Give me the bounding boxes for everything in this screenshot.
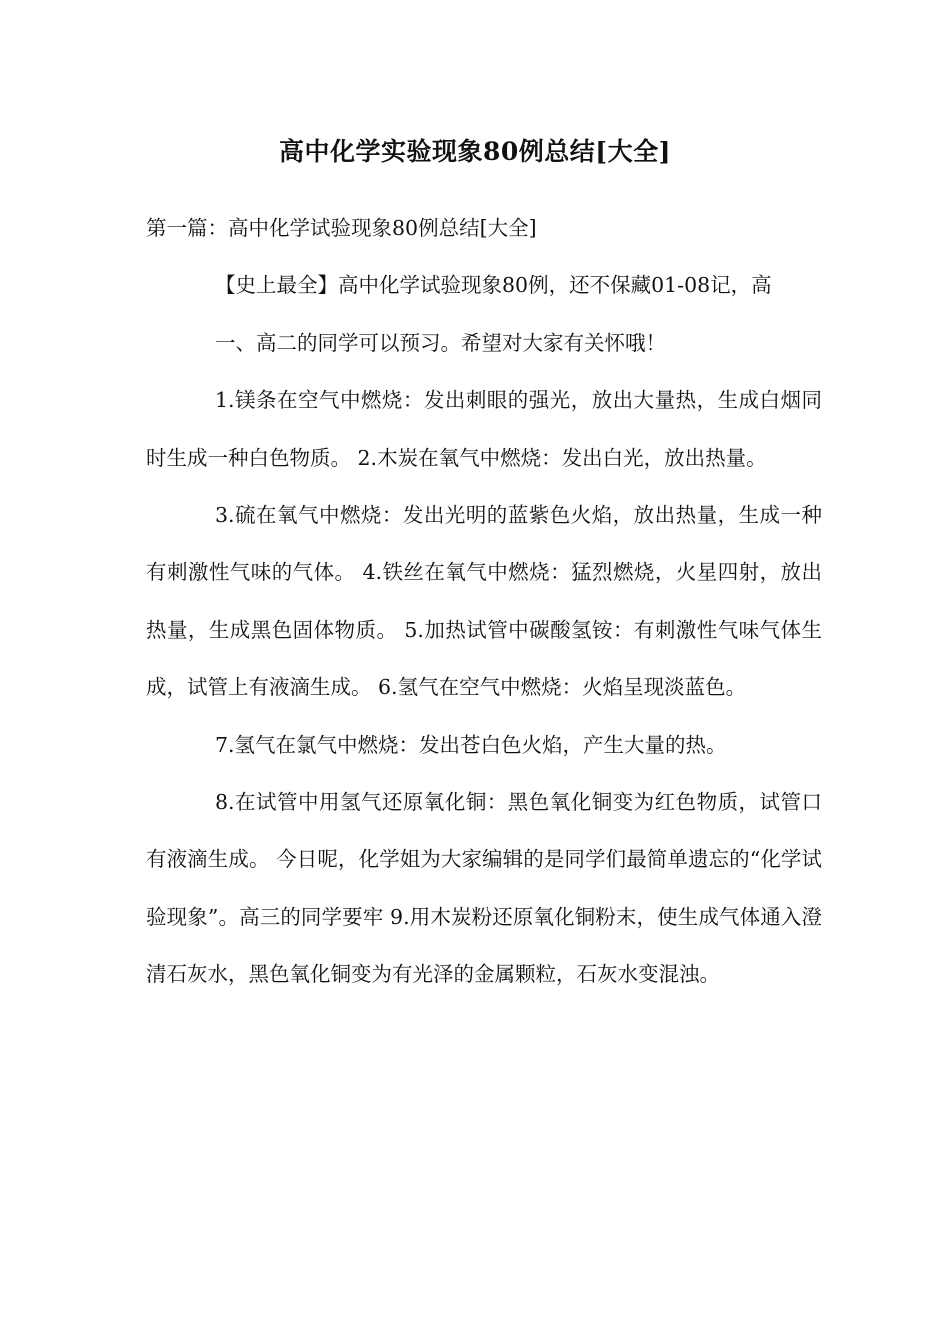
paragraph-1: 第一篇：高中化学试验现象80例总结[大全] [146, 216, 537, 240]
paragraph-7: 8.在试管中用氢气还原氧化铜：黑色氧化铜变为红色物质，试管口有液滴生成。 今日呢，化学姐为大家编辑的是同学们最简单遗忘的“化学试验现象”。高三的同学要牢 9.用木炭粉还原氧化铜粉末，使生成气体通入澄清石灰水，黑色氧化铜变为有光泽的金属颗粒，石灰水变混浊。 [146, 790, 822, 987]
paragraph-2: 【史上最全】高中化学试验现象80例，还不保藏01-08记，高 [215, 273, 772, 298]
paragraph-4: 1.镁条在空气中燃烧：发出刺眼的强光，放出大量热，生成白烟同时生成一种白色物质。 2.木炭在氧气中燃烧：发出白光，放出热量。 [146, 388, 822, 470]
paragraph-5: 3.硫在氧气中燃烧：发出光明的蓝紫色火焰，放出热量，生成一种有刺激性气味的气体。 4.铁丝在氧气中燃烧：猛烈燃烧，火星四射，放出热量，生成黑色固体物质。 5.加热试管中碳酸氢铵：有刺激性气味气体生成，试管上有液滴生成。 6.氢气在空气中燃烧：火焰呈现淡蓝色。 [146, 503, 822, 700]
paragraph-6: 7.氢气在氯气中燃烧：发出苍白色火焰，产生大量的热。 [215, 732, 727, 757]
document-title: 高中化学实验现象80例总结[大全] [279, 137, 671, 166]
paragraph-3: 一、高二的同学可以预习。希望对大家有关怀哦！ [215, 330, 666, 355]
document-body [146, 200, 822, 1004]
